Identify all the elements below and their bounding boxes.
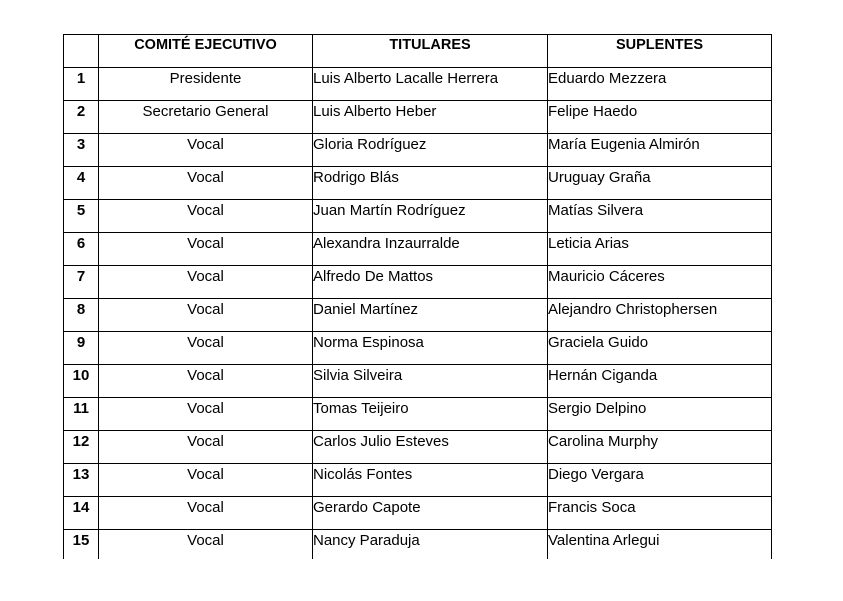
row-number: 1 xyxy=(64,68,99,101)
row-role: Vocal xyxy=(99,530,313,560)
row-number: 13 xyxy=(64,464,99,497)
table-row xyxy=(64,134,772,167)
row-titular: Luis Alberto Heber xyxy=(313,101,548,134)
row-titular: Alfredo De Mattos xyxy=(313,266,548,299)
row-number: 15 xyxy=(64,530,99,560)
row-role: Vocal xyxy=(99,431,313,464)
row-titular: Carlos Julio Esteves xyxy=(313,431,548,464)
table-row xyxy=(64,299,772,332)
row-role: Vocal xyxy=(99,200,313,233)
row-suplente: Diego Vergara xyxy=(548,464,772,497)
row-role: Vocal xyxy=(99,464,313,497)
row-suplente: María Eugenia Almirón xyxy=(548,134,772,167)
row-number: 5 xyxy=(64,200,99,233)
row-number: 11 xyxy=(64,398,99,431)
header-number xyxy=(64,35,99,68)
row-suplente: Mauricio Cáceres xyxy=(548,266,772,299)
row-role: Vocal xyxy=(99,365,313,398)
row-titular: Gloria Rodríguez xyxy=(313,134,548,167)
row-role: Vocal xyxy=(99,398,313,431)
row-suplente: Hernán Ciganda xyxy=(548,365,772,398)
row-titular: Nancy Paraduja xyxy=(313,530,548,560)
table-row xyxy=(64,200,772,233)
row-titular: Gerardo Capote xyxy=(313,497,548,530)
row-suplente: Alejandro Christophersen xyxy=(548,299,772,332)
row-role: Vocal xyxy=(99,266,313,299)
row-number: 7 xyxy=(64,266,99,299)
header-titulares: TITULARES xyxy=(313,35,548,68)
row-titular: Rodrigo Blás xyxy=(313,167,548,200)
row-number: 4 xyxy=(64,167,99,200)
row-role: Vocal xyxy=(99,497,313,530)
row-number: 3 xyxy=(64,134,99,167)
row-role: Vocal xyxy=(99,332,313,365)
table-row xyxy=(64,266,772,299)
table-row xyxy=(64,332,772,365)
header-row xyxy=(64,35,772,68)
table-row xyxy=(64,464,772,497)
row-role: Secretario General xyxy=(99,101,313,134)
row-suplente: Sergio Delpino xyxy=(548,398,772,431)
row-number: 9 xyxy=(64,332,99,365)
row-number: 8 xyxy=(64,299,99,332)
row-number: 2 xyxy=(64,101,99,134)
row-suplente: Felipe Haedo xyxy=(548,101,772,134)
row-suplente: Uruguay Graña xyxy=(548,167,772,200)
row-titular: Alexandra Inzaurralde xyxy=(313,233,548,266)
row-titular: Norma Espinosa xyxy=(313,332,548,365)
header-committee-role: COMITÉ EJECUTIVO xyxy=(99,35,313,68)
row-suplente: Francis Soca xyxy=(548,497,772,530)
row-number: 14 xyxy=(64,497,99,530)
row-suplente: Valentina Arlegui xyxy=(548,530,772,560)
table-body xyxy=(64,68,772,560)
table-row xyxy=(64,101,772,134)
table-row xyxy=(64,398,772,431)
row-role: Vocal xyxy=(99,299,313,332)
row-suplente: Leticia Arias xyxy=(548,233,772,266)
executive-committee-table xyxy=(63,34,772,559)
row-role: Presidente xyxy=(99,68,313,101)
row-suplente: Matías Silvera xyxy=(548,200,772,233)
row-titular: Juan Martín Rodríguez xyxy=(313,200,548,233)
table-row xyxy=(64,497,772,530)
row-role: Vocal xyxy=(99,167,313,200)
row-titular: Tomas Teijeiro xyxy=(313,398,548,431)
row-suplente: Graciela Guido xyxy=(548,332,772,365)
row-titular: Daniel Martínez xyxy=(313,299,548,332)
row-number: 10 xyxy=(64,365,99,398)
header-suplentes: SUPLENTES xyxy=(548,35,772,68)
row-titular: Silvia Silveira xyxy=(313,365,548,398)
row-suplente: Eduardo Mezzera xyxy=(548,68,772,101)
table-row xyxy=(64,233,772,266)
table-row xyxy=(64,167,772,200)
table-row xyxy=(64,431,772,464)
row-number: 12 xyxy=(64,431,99,464)
table-row xyxy=(64,68,772,101)
row-titular: Luis Alberto Lacalle Herrera xyxy=(313,68,548,101)
row-number: 6 xyxy=(64,233,99,266)
row-suplente: Carolina Murphy xyxy=(548,431,772,464)
table-row xyxy=(64,365,772,398)
table-row xyxy=(64,530,772,560)
row-role: Vocal xyxy=(99,233,313,266)
row-role: Vocal xyxy=(99,134,313,167)
row-titular: Nicolás Fontes xyxy=(313,464,548,497)
